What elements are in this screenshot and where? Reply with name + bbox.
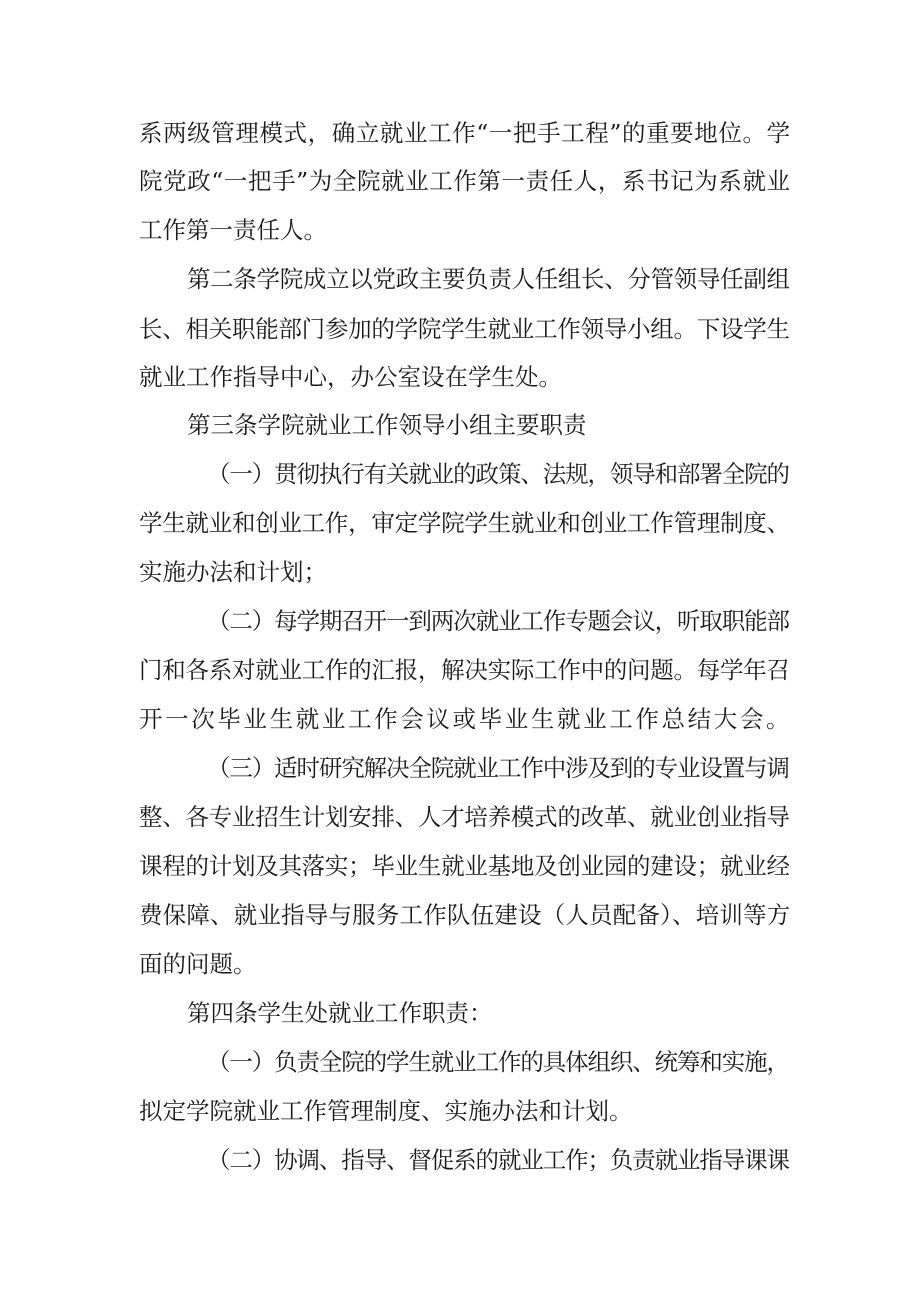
text-line: 学生就业和创业工作，审定学院学生就业和创业工作管理制度、 [139,509,790,537]
text-line: 工作第一责任人。 [139,216,327,244]
text-line: 第二条学院成立以党政主要负责人任组长、分管领导任副组 [187,265,790,293]
text-line: （二）协调、指导、督促系的就业工作；负责就业指导课课 [207,1146,789,1174]
text-line: （二）每学期召开一到两次就业工作专题会议，听取职能部 [207,607,789,635]
text-line: 就业工作指导中心，办公室设在学生处。 [139,363,562,391]
text-line: 开一次毕业生就业工作会议或毕业生就业工作总结大会。 [139,705,793,733]
text-line: 门和各系对就业工作的汇报，解决实际工作中的问题。每学年召 [139,656,790,684]
text-line: 实施办法和计划； [139,558,327,586]
text-line: 费保障、就业指导与服务工作队伍建设（人员配备）、培训等方 [139,901,791,929]
text-line: （一）负责全院的学生就业工作的具体组织、统筹和实施， [207,1048,789,1076]
text-line: 第三条学院就业工作领导小组主要职责 [187,411,587,439]
text-line: 课程的计划及其落实；毕业生就业基地及创业园的建设；就业经 [139,852,790,880]
text-line: （三）适时研究解决全院就业工作中涉及到的专业设置与调 [207,754,789,782]
text-line: 长、相关职能部门参加的学院学生就业工作领导小组。下设学生 [139,315,790,343]
text-line: 系两级管理模式，确立就业工作“一把手工程”的重要地位。学 [139,119,791,147]
text-line: 面的问题。 [139,950,257,978]
text-line: 拟定学院就业工作管理制度、实施办法和计划。 [139,1097,633,1125]
text-line: （一）贯彻执行有关就业的政策、法规，领导和部署全院的 [207,460,789,488]
text-line: 院党政“一把手”为全院就业工作第一责任人，系书记为系就业 [139,167,791,195]
text-line: 整、各专业招生计划安排、人才培养模式的改革、就业创业指导 [139,803,790,831]
text-line: 第四条学生处就业工作职责： [187,999,493,1027]
